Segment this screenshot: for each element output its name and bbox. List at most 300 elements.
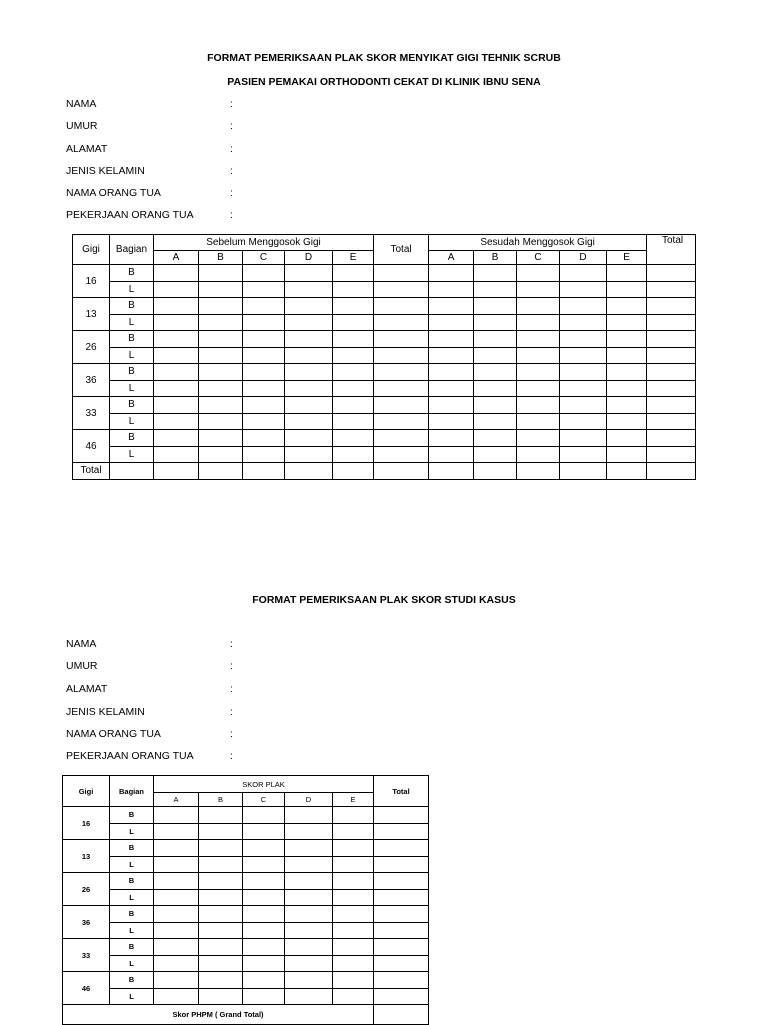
score-cell[interactable] — [517, 397, 560, 414]
score-cell[interactable] — [243, 463, 285, 480]
score-cell[interactable] — [517, 314, 560, 331]
tooth-part: L — [110, 347, 154, 364]
score-cell[interactable] — [429, 446, 474, 463]
score-cell[interactable] — [199, 446, 243, 463]
score-cell[interactable] — [429, 380, 474, 397]
score-cell[interactable] — [154, 463, 199, 480]
score-cell[interactable] — [607, 281, 647, 298]
score-cell[interactable] — [199, 364, 243, 381]
score-cell[interactable] — [374, 922, 429, 939]
table-row — [63, 972, 429, 989]
score-cell[interactable] — [374, 446, 429, 463]
header-skor-plak: SKOR PLAK — [154, 776, 374, 793]
score-cell[interactable] — [199, 281, 243, 298]
score-cell[interactable] — [374, 463, 429, 480]
score-cell[interactable] — [199, 314, 243, 331]
tooth-part: B — [110, 364, 154, 381]
subheader-b: B — [199, 793, 243, 807]
tooth-part: L — [110, 856, 154, 873]
score-cell[interactable] — [154, 298, 199, 315]
score-cell[interactable] — [517, 463, 560, 480]
score-cell[interactable] — [517, 281, 560, 298]
score-cell[interactable] — [333, 889, 374, 906]
score-cell[interactable] — [333, 298, 374, 315]
table-row — [73, 298, 696, 315]
score-cell[interactable] — [154, 922, 199, 939]
score-cell[interactable] — [285, 446, 333, 463]
score-cell[interactable] — [243, 298, 285, 315]
score-cell[interactable] — [333, 823, 374, 840]
score-cell[interactable] — [243, 364, 285, 381]
score-cell[interactable] — [199, 856, 243, 873]
score-cell[interactable] — [560, 430, 607, 447]
table-row — [73, 347, 696, 364]
score-cell[interactable] — [243, 939, 285, 956]
score-cell[interactable] — [374, 364, 429, 381]
score-cell[interactable] — [607, 430, 647, 447]
score-cell[interactable] — [374, 823, 429, 840]
score-cell[interactable] — [607, 298, 647, 315]
score-cell[interactable] — [243, 314, 285, 331]
score-cell[interactable] — [199, 922, 243, 939]
score-cell[interactable] — [517, 446, 560, 463]
form1-colon: : — [230, 209, 233, 221]
score-cell[interactable] — [647, 380, 696, 397]
score-cell[interactable] — [607, 347, 647, 364]
tooth-number: 16 — [63, 807, 110, 840]
score-cell[interactable] — [474, 380, 517, 397]
tooth-part: B — [110, 873, 154, 890]
score-cell[interactable] — [154, 314, 199, 331]
form2-field-pekerjaan-orang-tua: PEKERJAAN ORANG TUA — [66, 750, 194, 762]
score-cell[interactable] — [474, 430, 517, 447]
score-cell[interactable] — [243, 380, 285, 397]
subheader-e: E — [607, 251, 647, 265]
form1-colon: : — [230, 165, 233, 177]
score-cell[interactable] — [333, 955, 374, 972]
score-cell[interactable] — [243, 988, 285, 1005]
score-cell[interactable] — [199, 331, 243, 348]
score-cell[interactable] — [199, 413, 243, 430]
form1-colon: : — [230, 120, 233, 132]
score-cell[interactable] — [199, 889, 243, 906]
score-cell[interactable] — [243, 906, 285, 923]
table-row — [73, 446, 696, 463]
score-cell[interactable] — [333, 856, 374, 873]
score-cell[interactable] — [199, 807, 243, 824]
score-cell[interactable] — [154, 331, 199, 348]
tooth-part: B — [110, 807, 154, 824]
score-cell[interactable] — [560, 380, 607, 397]
header-bagian: Bagian — [110, 235, 154, 265]
score-cell[interactable] — [374, 873, 429, 890]
score-cell[interactable] — [154, 347, 199, 364]
score-cell[interactable] — [285, 807, 333, 824]
form2-colon: : — [230, 683, 233, 695]
score-cell[interactable] — [374, 807, 429, 824]
form2-field-jenis-kelamin: JENIS KELAMIN — [66, 706, 145, 718]
score-cell[interactable] — [243, 265, 285, 282]
score-cell[interactable] — [285, 972, 333, 989]
score-cell[interactable] — [285, 397, 333, 414]
score-cell[interactable] — [647, 446, 696, 463]
score-cell[interactable] — [429, 413, 474, 430]
score-cell[interactable] — [285, 314, 333, 331]
table-row — [73, 314, 696, 331]
score-cell[interactable] — [474, 314, 517, 331]
grand-total-label: Skor PHPM ( Grand Total) — [63, 1005, 374, 1025]
score-cell[interactable] — [647, 314, 696, 331]
score-cell[interactable] — [199, 380, 243, 397]
score-cell[interactable] — [560, 364, 607, 381]
form2-field-alamat: ALAMAT — [66, 683, 108, 695]
score-cell[interactable] — [154, 446, 199, 463]
score-cell[interactable] — [607, 364, 647, 381]
score-cell[interactable] — [243, 955, 285, 972]
score-cell[interactable] — [517, 298, 560, 315]
score-cell[interactable] — [374, 1005, 429, 1025]
score-cell[interactable] — [333, 397, 374, 414]
score-cell[interactable] — [374, 430, 429, 447]
score-cell[interactable] — [285, 906, 333, 923]
score-cell[interactable] — [285, 265, 333, 282]
table-row — [73, 364, 696, 381]
score-cell[interactable] — [154, 380, 199, 397]
score-cell[interactable] — [243, 840, 285, 857]
form2-score-table — [62, 775, 429, 1025]
score-cell[interactable] — [199, 955, 243, 972]
score-cell[interactable] — [285, 856, 333, 873]
score-cell[interactable] — [243, 413, 285, 430]
score-cell[interactable] — [374, 939, 429, 956]
score-cell[interactable] — [429, 281, 474, 298]
form2-colon: : — [230, 660, 233, 672]
tooth-number: 33 — [73, 397, 110, 430]
tooth-part: L — [110, 988, 154, 1005]
score-cell[interactable] — [517, 347, 560, 364]
subheader-c: C — [517, 251, 560, 265]
score-cell[interactable] — [285, 347, 333, 364]
score-cell[interactable] — [607, 265, 647, 282]
score-cell[interactable] — [285, 463, 333, 480]
tooth-part: B — [110, 906, 154, 923]
header-bagian: Bagian — [110, 776, 154, 807]
table-row — [63, 922, 429, 939]
score-cell[interactable] — [199, 939, 243, 956]
score-cell[interactable] — [374, 889, 429, 906]
tooth-part: B — [110, 397, 154, 414]
score-cell[interactable] — [333, 463, 374, 480]
score-cell[interactable] — [374, 840, 429, 857]
table-row — [63, 889, 429, 906]
score-cell[interactable] — [333, 347, 374, 364]
score-cell[interactable] — [199, 840, 243, 857]
tooth-part: L — [110, 922, 154, 939]
form2-field-umur: UMUR — [66, 660, 98, 672]
form2-colon: : — [230, 706, 233, 718]
score-cell[interactable] — [474, 446, 517, 463]
score-cell[interactable] — [199, 397, 243, 414]
score-cell[interactable] — [154, 873, 199, 890]
score-cell[interactable] — [333, 281, 374, 298]
score-cell[interactable] — [607, 314, 647, 331]
score-cell[interactable] — [374, 380, 429, 397]
score-cell[interactable] — [333, 840, 374, 857]
table-row — [63, 906, 429, 923]
score-cell[interactable] — [285, 823, 333, 840]
score-cell[interactable] — [647, 265, 696, 282]
score-cell[interactable] — [154, 430, 199, 447]
score-cell[interactable] — [607, 446, 647, 463]
score-cell[interactable] — [154, 840, 199, 857]
table-row — [63, 807, 429, 824]
score-cell[interactable] — [285, 380, 333, 397]
score-cell[interactable] — [154, 265, 199, 282]
score-cell[interactable] — [374, 281, 429, 298]
score-cell[interactable] — [607, 413, 647, 430]
score-cell[interactable] — [285, 873, 333, 890]
score-cell[interactable] — [560, 413, 607, 430]
score-cell[interactable] — [560, 281, 607, 298]
table-row — [63, 823, 429, 840]
score-cell[interactable] — [429, 314, 474, 331]
total-row — [73, 463, 696, 480]
tooth-number: 16 — [73, 265, 110, 298]
score-cell[interactable] — [154, 807, 199, 824]
score-cell[interactable] — [285, 889, 333, 906]
score-cell[interactable] — [374, 397, 429, 414]
score-cell[interactable] — [647, 463, 696, 480]
score-cell[interactable] — [285, 922, 333, 939]
score-cell[interactable] — [154, 955, 199, 972]
score-cell[interactable] — [243, 856, 285, 873]
score-cell[interactable] — [474, 331, 517, 348]
score-cell[interactable] — [474, 397, 517, 414]
score-cell[interactable] — [647, 331, 696, 348]
form1-title-line1: FORMAT PEMERIKSAAN PLAK SKOR MENYIKAT GIGI TEHNIK SCRUB — [207, 52, 561, 64]
score-cell[interactable] — [110, 463, 154, 480]
score-cell[interactable] — [333, 972, 374, 989]
score-cell[interactable] — [285, 430, 333, 447]
score-cell[interactable] — [429, 331, 474, 348]
score-cell[interactable] — [243, 430, 285, 447]
score-cell[interactable] — [647, 281, 696, 298]
score-cell[interactable] — [374, 347, 429, 364]
score-cell[interactable] — [474, 281, 517, 298]
score-cell[interactable] — [243, 347, 285, 364]
score-cell[interactable] — [154, 972, 199, 989]
header-sesudah: Sesudah Menggosok Gigi — [429, 235, 647, 251]
score-cell[interactable] — [517, 413, 560, 430]
score-cell[interactable] — [429, 347, 474, 364]
score-cell[interactable] — [243, 823, 285, 840]
score-cell[interactable] — [474, 463, 517, 480]
score-cell[interactable] — [154, 988, 199, 1005]
score-cell[interactable] — [333, 873, 374, 890]
tooth-part: B — [110, 939, 154, 956]
score-cell[interactable] — [285, 988, 333, 1005]
score-cell[interactable] — [374, 955, 429, 972]
score-cell[interactable] — [285, 364, 333, 381]
table-row — [73, 331, 696, 348]
score-cell[interactable] — [333, 988, 374, 1005]
score-cell[interactable] — [199, 430, 243, 447]
score-cell[interactable] — [285, 413, 333, 430]
score-cell[interactable] — [647, 364, 696, 381]
score-cell[interactable] — [333, 906, 374, 923]
score-cell[interactable] — [243, 446, 285, 463]
score-cell[interactable] — [243, 889, 285, 906]
score-cell[interactable] — [243, 873, 285, 890]
score-cell[interactable] — [560, 463, 607, 480]
score-cell[interactable] — [199, 906, 243, 923]
score-cell[interactable] — [429, 298, 474, 315]
form1-colon: : — [230, 187, 233, 199]
score-cell[interactable] — [333, 364, 374, 381]
score-cell[interactable] — [199, 347, 243, 364]
score-cell[interactable] — [607, 397, 647, 414]
score-cell[interactable] — [474, 265, 517, 282]
score-cell[interactable] — [285, 840, 333, 857]
score-cell[interactable] — [474, 413, 517, 430]
score-cell[interactable] — [199, 873, 243, 890]
score-cell[interactable] — [517, 331, 560, 348]
score-cell[interactable] — [517, 380, 560, 397]
score-cell[interactable] — [285, 281, 333, 298]
table-row — [73, 380, 696, 397]
tooth-part: B — [110, 430, 154, 447]
score-cell[interactable] — [199, 298, 243, 315]
score-cell[interactable] — [333, 331, 374, 348]
score-cell[interactable] — [374, 331, 429, 348]
score-cell[interactable] — [199, 463, 243, 480]
tooth-part: L — [110, 889, 154, 906]
score-cell[interactable] — [474, 347, 517, 364]
score-cell[interactable] — [607, 380, 647, 397]
score-cell[interactable] — [647, 397, 696, 414]
form1-colon: : — [230, 143, 233, 155]
score-cell[interactable] — [517, 265, 560, 282]
score-cell[interactable] — [243, 922, 285, 939]
score-cell[interactable] — [374, 413, 429, 430]
form1-field-alamat: ALAMAT — [66, 143, 108, 155]
score-cell[interactable] — [560, 265, 607, 282]
form1-field-jenis-kelamin: JENIS KELAMIN — [66, 165, 145, 177]
score-cell[interactable] — [374, 972, 429, 989]
table-row — [63, 955, 429, 972]
subheader-b: B — [199, 251, 243, 265]
score-cell[interactable] — [333, 380, 374, 397]
score-cell[interactable] — [374, 265, 429, 282]
score-cell[interactable] — [243, 972, 285, 989]
score-cell[interactable] — [607, 463, 647, 480]
score-cell[interactable] — [154, 281, 199, 298]
tooth-number: 33 — [63, 939, 110, 972]
score-cell[interactable] — [374, 988, 429, 1005]
score-cell[interactable] — [647, 430, 696, 447]
score-cell[interactable] — [285, 331, 333, 348]
subheader-a: A — [429, 251, 474, 265]
score-cell[interactable] — [154, 413, 199, 430]
tooth-part: B — [110, 265, 154, 282]
score-cell[interactable] — [474, 364, 517, 381]
score-cell[interactable] — [647, 413, 696, 430]
score-cell[interactable] — [560, 446, 607, 463]
score-cell[interactable] — [647, 347, 696, 364]
score-cell[interactable] — [154, 397, 199, 414]
score-cell[interactable] — [243, 397, 285, 414]
score-cell[interactable] — [517, 364, 560, 381]
form1-field-nama-orang-tua: NAMA ORANG TUA — [66, 187, 161, 199]
table-row — [63, 840, 429, 857]
score-cell[interactable] — [154, 906, 199, 923]
score-cell[interactable] — [333, 446, 374, 463]
score-cell[interactable] — [429, 463, 474, 480]
score-cell[interactable] — [154, 939, 199, 956]
score-cell[interactable] — [154, 889, 199, 906]
score-cell[interactable] — [560, 331, 607, 348]
score-cell[interactable] — [560, 314, 607, 331]
score-cell[interactable] — [243, 331, 285, 348]
score-cell[interactable] — [285, 939, 333, 956]
score-cell[interactable] — [285, 955, 333, 972]
score-cell[interactable] — [154, 364, 199, 381]
score-cell[interactable] — [429, 430, 474, 447]
score-cell[interactable] — [154, 856, 199, 873]
score-cell[interactable] — [607, 331, 647, 348]
grand-total-row — [63, 1005, 429, 1025]
score-cell[interactable] — [647, 298, 696, 315]
header-total-before: Total — [374, 235, 429, 265]
score-cell[interactable] — [374, 314, 429, 331]
score-cell[interactable] — [517, 430, 560, 447]
tooth-number: 46 — [73, 430, 110, 463]
score-cell[interactable] — [243, 807, 285, 824]
tooth-number: 46 — [63, 972, 110, 1005]
tooth-part: L — [110, 823, 154, 840]
score-cell[interactable] — [429, 397, 474, 414]
score-cell[interactable] — [374, 906, 429, 923]
score-cell[interactable] — [560, 397, 607, 414]
score-cell[interactable] — [154, 823, 199, 840]
form1-field-pekerjaan-orang-tua: PEKERJAAN ORANG TUA — [66, 209, 194, 221]
score-cell[interactable] — [199, 265, 243, 282]
score-cell[interactable] — [374, 856, 429, 873]
score-cell[interactable] — [333, 430, 374, 447]
tooth-part: L — [110, 413, 154, 430]
score-cell[interactable] — [285, 298, 333, 315]
score-cell[interactable] — [333, 922, 374, 939]
score-cell[interactable] — [333, 413, 374, 430]
score-cell[interactable] — [474, 298, 517, 315]
score-cell[interactable] — [333, 939, 374, 956]
score-cell[interactable] — [243, 281, 285, 298]
form2-field-nama-orang-tua: NAMA ORANG TUA — [66, 728, 161, 740]
score-cell[interactable] — [199, 972, 243, 989]
score-cell[interactable] — [199, 988, 243, 1005]
score-cell[interactable] — [333, 314, 374, 331]
header-gigi: Gigi — [73, 235, 110, 265]
score-cell[interactable] — [560, 298, 607, 315]
subheader-e: E — [333, 251, 374, 265]
score-cell[interactable] — [333, 265, 374, 282]
score-cell[interactable] — [333, 807, 374, 824]
score-cell[interactable] — [199, 823, 243, 840]
score-cell[interactable] — [374, 298, 429, 315]
score-cell[interactable] — [560, 347, 607, 364]
score-cell[interactable] — [429, 265, 474, 282]
score-cell[interactable] — [429, 364, 474, 381]
